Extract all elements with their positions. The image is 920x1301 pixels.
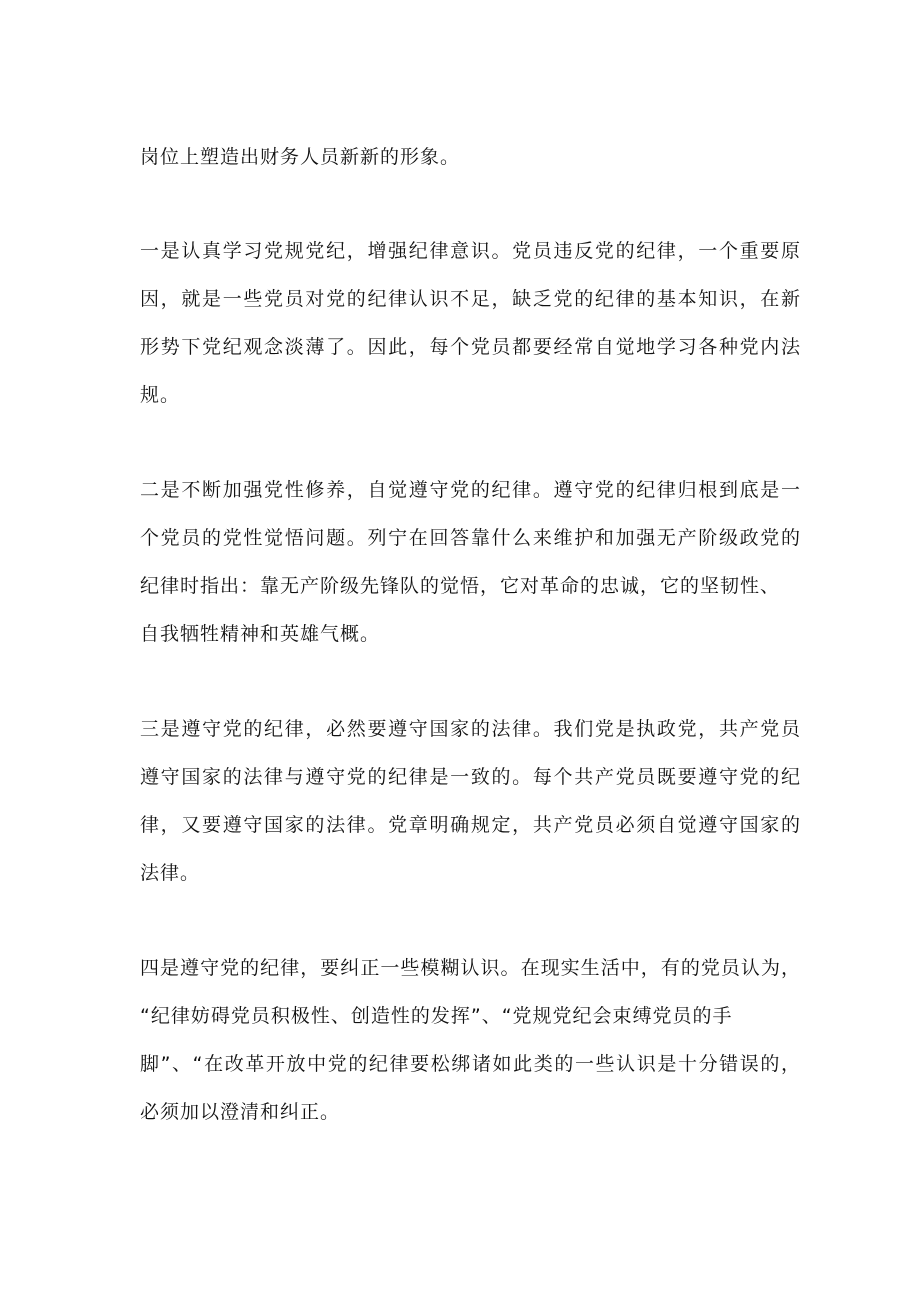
paragraph-line: 纪律时指出：靠无产阶级先锋队的觉悟，它对革命的忠诚，它的坚韧性、 xyxy=(140,575,781,597)
paragraph-line: 因，就是一些党员对党的纪律认识不足，缺乏党的纪律的基本知识，在新 xyxy=(140,288,800,310)
paragraph-line: 一是认真学习党规党纪，增强纪律意识。党员违反党的纪律，一个重要原 xyxy=(140,240,800,262)
paragraph-line: 二是不断加强党性修养，自觉遵守党的纪律。遵守党的纪律归根到底是一 xyxy=(140,479,800,501)
paragraph-line: “纪律妨碍党员积极性、创造性的发挥”、“党规党纪会束缚党员的手 xyxy=(140,1005,733,1027)
paragraph-line: 必须加以澄清和纠正。 xyxy=(140,1101,341,1123)
paragraph-line: 脚”、“在改革开放中党的纪律要松绑诸如此类的一些认识是十分错误的， xyxy=(140,1053,800,1075)
paragraph-line: 个党员的党性觉悟问题。列宁在回答靠什么来维护和加强无产阶级政党的 xyxy=(140,527,800,549)
paragraph-line: 法律。 xyxy=(140,862,201,884)
paragraph-line: 律，又要遵守国家的法律。党章明确规定，共产党员必须自觉遵守国家的 xyxy=(140,814,800,836)
paragraph-line: 三是遵守党的纪律，必然要遵守国家的法律。我们党是执政党，共产党员 xyxy=(140,718,800,740)
paragraph-line: 自我牺牲精神和英雄气概。 xyxy=(140,623,381,645)
paragraph-line: 四是遵守党的纪律，要纠正一些模糊认识。在现实生活中，有的党员认为， xyxy=(140,957,800,979)
paragraph-line: 规。 xyxy=(140,384,181,406)
paragraph-line: 岗位上塑造出财务人员新新的形象。 xyxy=(140,146,461,168)
paragraph-line: 形势下党纪观念淡薄了。因此，每个党员都要经常自觉地学习各种党内法 xyxy=(140,336,800,358)
paragraph-line: 遵守国家的法律与遵守党的纪律是一致的。每个共产党员既要遵守党的纪 xyxy=(140,766,800,788)
